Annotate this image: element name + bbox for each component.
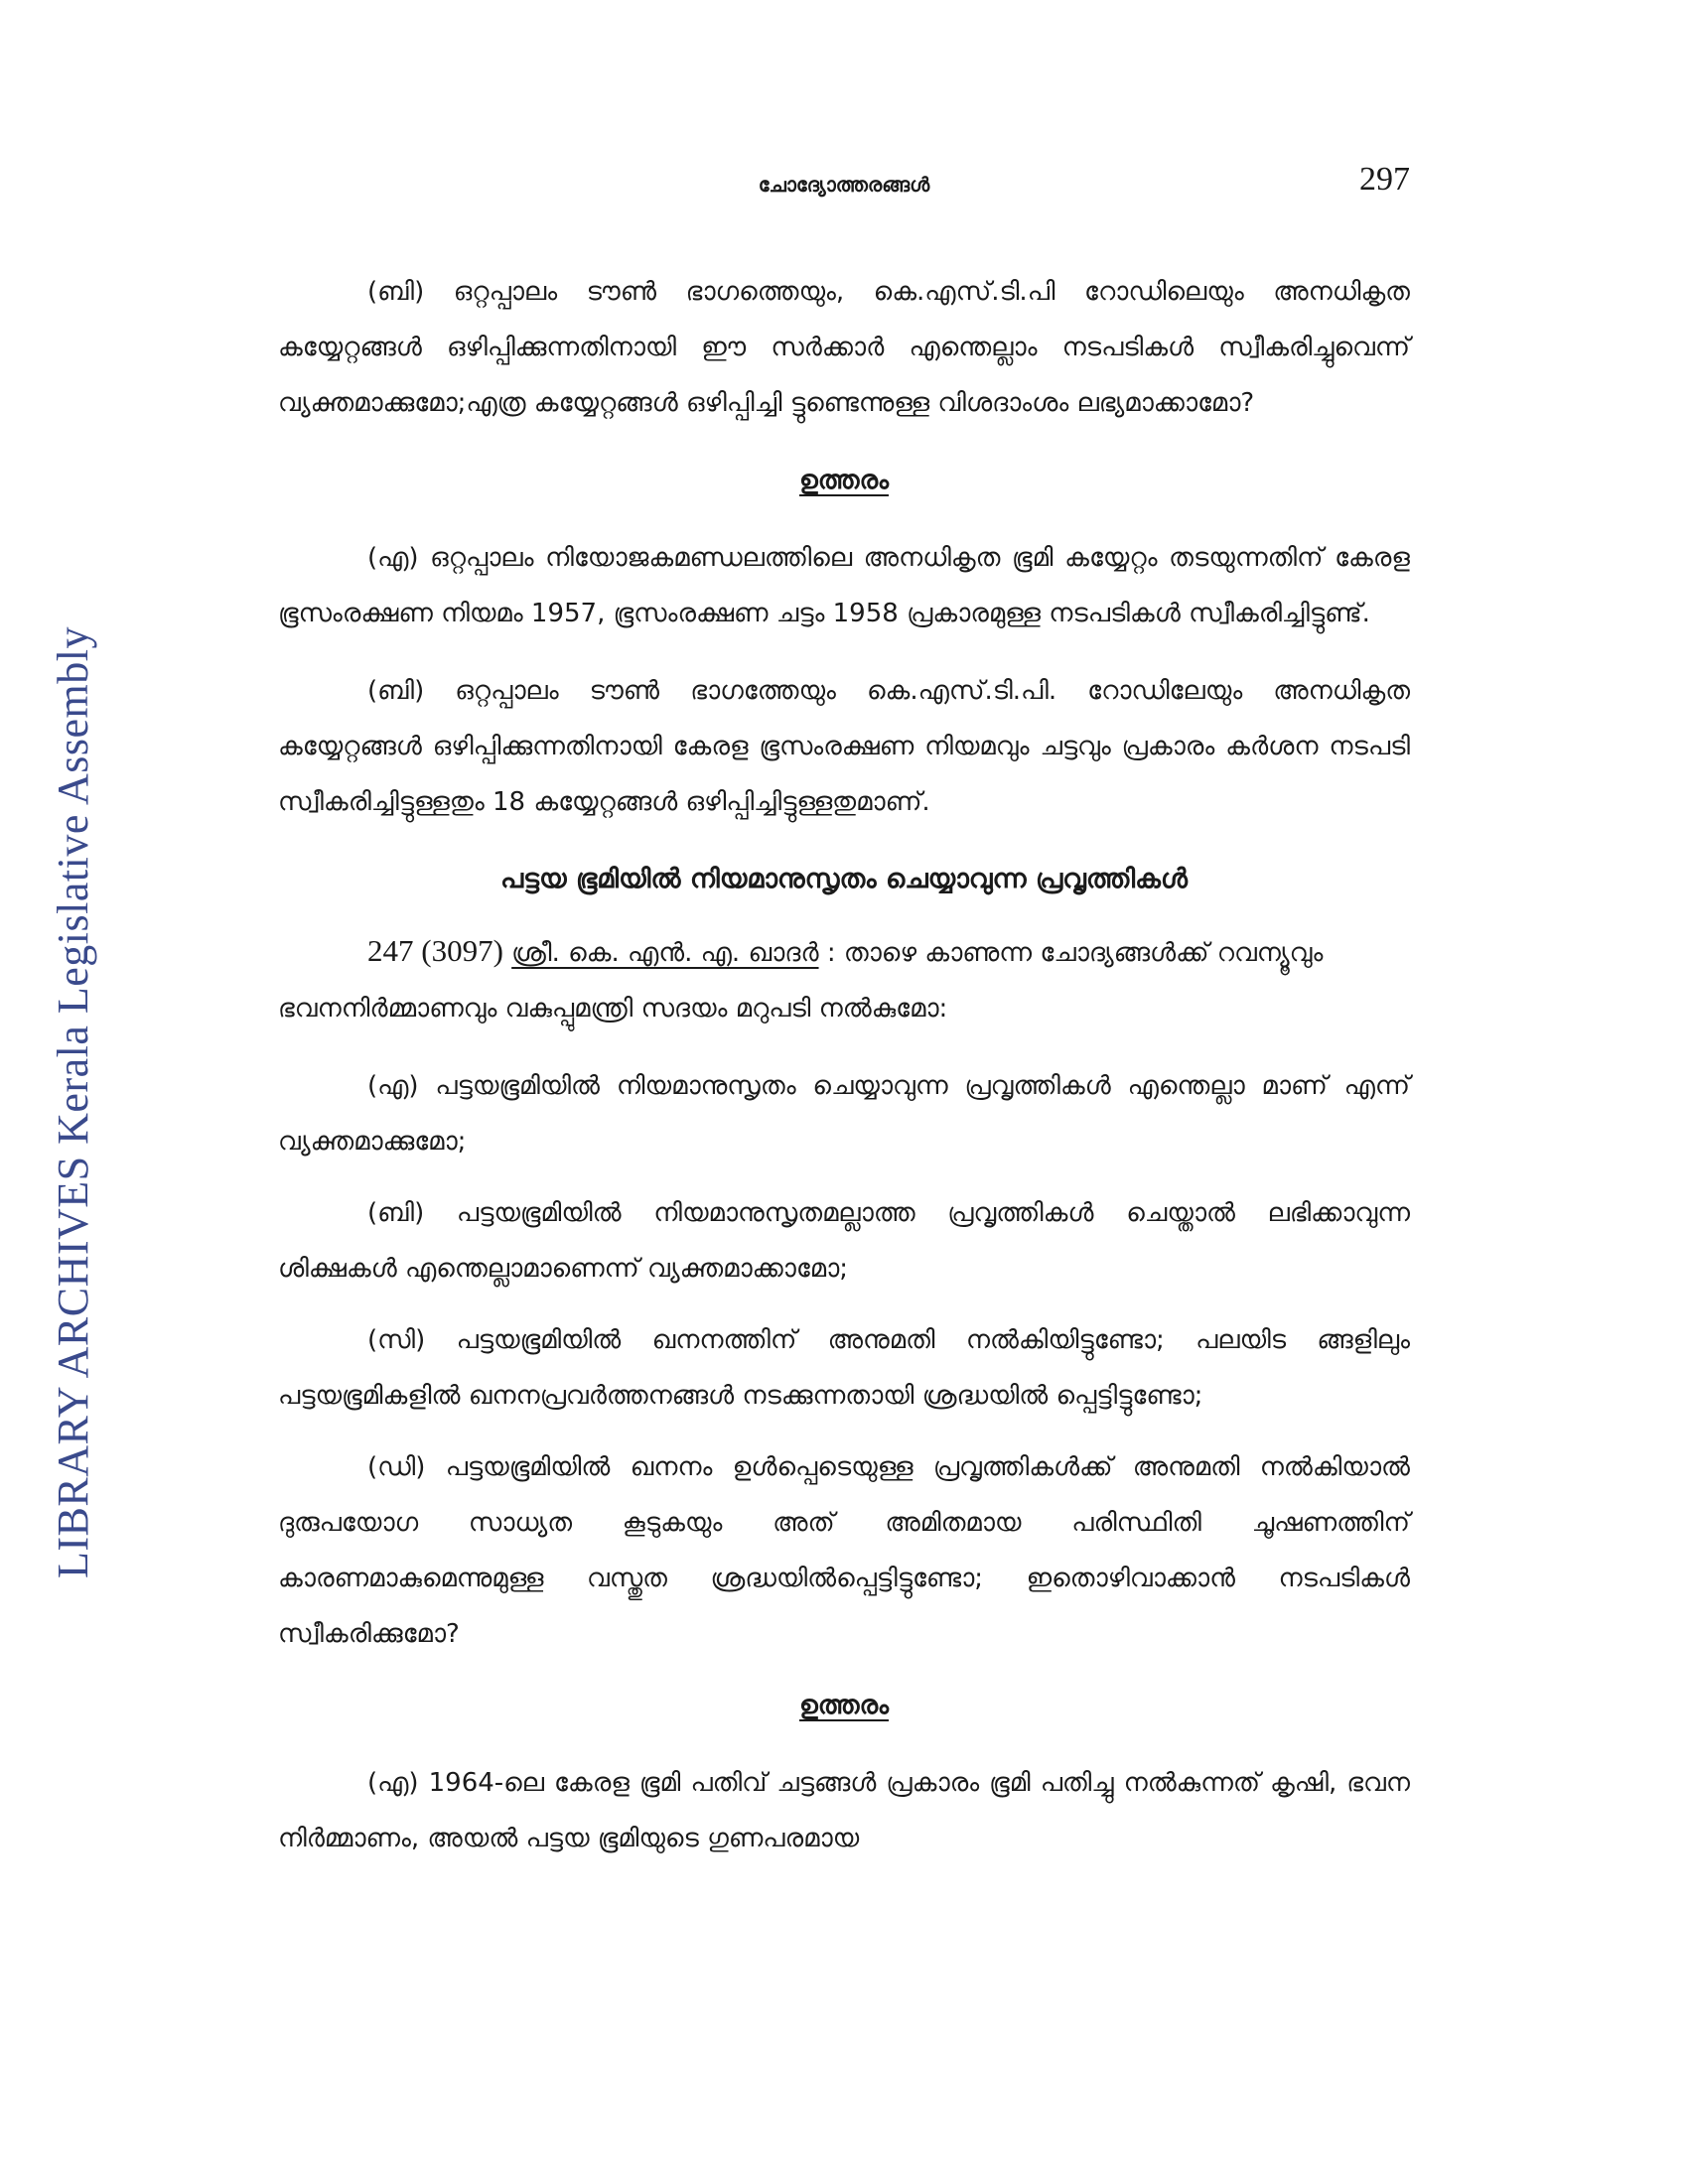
answer-247-a-paragraph: (എ) 1964-ലെ കേരള ഭൂമി പതിവ് ചട്ടങ്ങൾ പ്രകാരം ഭൂമി പതിച്ചു നൽകുന്നത് കൃഷി, ഭവന നിർമ്മാണം, അയൽ പട്ടയ ഭൂമിയുടെ ഗുണപരമായ (278, 1768, 1410, 1853)
page-body (278, 264, 1410, 1888)
running-header (278, 161, 1410, 206)
question-247-b: (ബി) പട്ടയഭൂമിയിൽ നിയമാനുസൃതമല്ലാത്ത പ്രവൃത്തികൾ ചെയ്താൽ ലഭിക്കാവുന്ന ശിക്ഷകൾ എന്തെല്ലാമാണെന്ന് വ്യക്തമാക്കാമോ; (278, 1198, 1410, 1284)
question-b-paragraph: (ബി) ഒറ്റപ്പാലം ടൗൺ ഭാഗത്തെയും, കെ.എസ്.ടി.പി റോഡിലെയും അനധികൃത കയ്യേറ്റങ്ങൾ ഒഴിപ്പിക്കുന്നതിനായി ഈ സർക്കാർ എന്തെല്ലാം നടപടികൾ സ്വീകരിച്ചുവെന്ന് വ്യക്തമാക്കുമോ;എത്ര കയ്യേറ്റങ്ങൾ ഒഴിപ്പിച്ചി ട്ടുണ്ടെന്നുള്ള വിശദാംശം ലഭ്യമാക്കാമോ? (278, 277, 1410, 418)
answer-heading (278, 453, 1410, 508)
answer-a-paragraph: (എ) ഒറ്റപ്പാലം നിയോജകമണ്ഡലത്തിലെ അനധികൃത ഭൂമി കയ്യേറ്റം തടയുന്നതിന് കേരള ഭൂസംരക്ഷണ നിയമം 1957, ഭൂസംരക്ഷണ ചട്ടം 1958 പ്രകാരമുള്ള നടപടികൾ സ്വീകരിച്ചിട്ടുണ്ട്. (278, 543, 1410, 628)
section-title: പട്ടയ ഭൂമിയിൽ നിയമാനുസൃതം ചെയ്യാവുന്ന പ്രവൃത്തികൾ (500, 864, 1188, 894)
member-name: ശ്രീ. കെ. എൻ. എ. ഖാദർ (511, 938, 819, 968)
question-247-d: (ഡി) പട്ടയഭൂമിയിൽ ഖനനം ഉൾപ്പെടെയുള്ള പ്രവൃത്തികൾക്ക് അനുമതി നൽകിയാൽ ദുരുപയോഗ സാധ്യത കൂടുകയും അത് അമിതമായ പരിസ്ഥിതി ചൂഷണത്തിന് കാരണമാകുമെന്നുമുള്ള വസ്തുത ശ്രദ്ധയിൽപ്പെട്ടിട്ടുണ്ടോ; ഇതൊഴിവാക്കാൻ നടപടികൾ സ്വീകരിക്കുമോ? (278, 1452, 1410, 1649)
question-intro (278, 923, 1410, 1036)
question-number: 247 (3097) (367, 933, 503, 968)
running-title: ചോദ്യോത്തരങ്ങൾ (758, 173, 930, 197)
answer-heading-2 (278, 1678, 1410, 1733)
page-number: 297 (1359, 161, 1410, 198)
archive-watermark: LIBRARY ARCHIVES Kerala Legislative Assembly (49, 626, 97, 1578)
answer-b-paragraph: (ബി) ഒറ്റപ്പാലം ടൗൺ ഭാഗത്തേയും കെ.എസ്.ടി.പി. റോഡിലേയും അനധികൃത കയ്യേറ്റങ്ങൾ ഒഴിപ്പിക്കുന്നതിനായി കേരള ഭൂസംരക്ഷണ നിയമവും ചട്ടവും പ്രകാരം കർശന നടപടി സ്വീകരിച്ചിട്ടുള്ളതും 18 കയ്യേറ്റങ്ങൾ ഒഴിപ്പിച്ചിട്ടുള്ളതുമാണ്. (278, 676, 1410, 817)
question-247-a: (എ) പട്ടയഭൂമിയിൽ നിയമാനുസൃതം ചെയ്യാവുന്ന പ്രവൃത്തികൾ എന്തെല്ലാ മാണ് എന്ന് വ്യക്തമാക്കുമോ; (278, 1071, 1410, 1157)
answer-heading-text: ഉത്തരം (799, 466, 889, 495)
question-intro-text: : താഴെ കാണുന്ന ചോദ്യങ്ങൾക്ക് റവന്യൂവും ഭവനനിർമ്മാണവും വകുപ്പുമന്ത്രി സദയം മറുപടി നൽകുമോ: (278, 938, 1324, 1024)
answer-heading-2-text: ഉത്തരം (799, 1691, 889, 1720)
question-247-c: (സി) പട്ടയഭൂമിയിൽ ഖനനത്തിന് അനുമതി നൽകിയിട്ടുണ്ടോ; പലയിട ങ്ങളിലും പട്ടയഭൂമികളിൽ ഖനനപ്രവർത്തനങ്ങൾ നടക്കുന്നതായി ശ്രദ്ധയിൽ പ്പെട്ടിട്ടുണ്ടോ; (278, 1325, 1410, 1411)
